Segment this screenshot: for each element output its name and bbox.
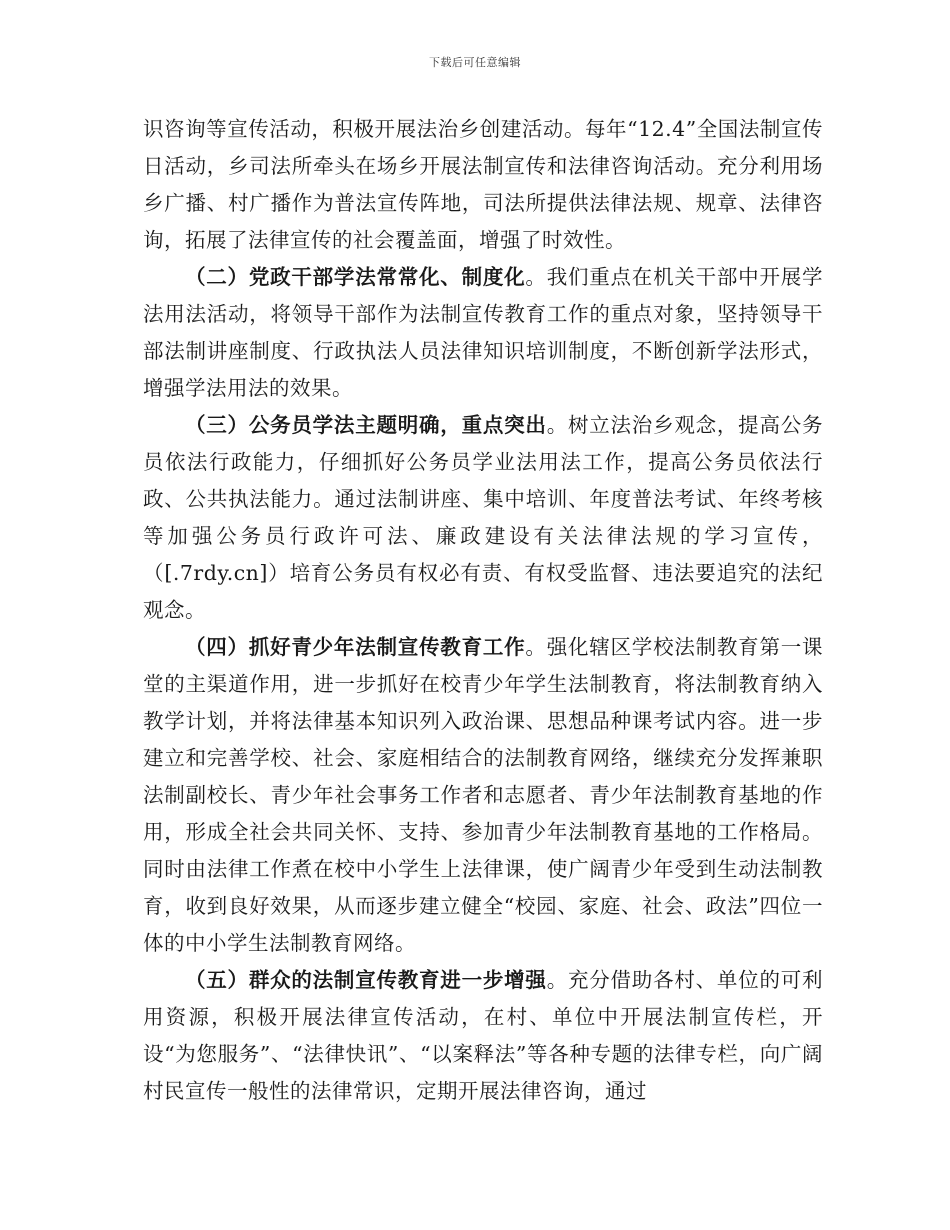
- paragraph-heading: （三）公务员学法主题明确，重点突出: [185, 413, 547, 437]
- paragraph-continuation: [143, 111, 823, 259]
- paragraph-cadre-study: [143, 259, 823, 407]
- paragraph-body: 。树立法治乡观念，提高公务员依法行政能力，仔细抓好公务员学业法用法工作，提高公务员依法行政、公共执法能力。通过法制讲座、集中培训、年度普法考试、年终考核等加强公务员行政许可法、廉政建设有关法律法规的学习宣传，（[.7rdy.cn]）培育公务员有权必有责、有权受监督、违法要追究的法纪观念。: [143, 413, 824, 622]
- page-header: 下载后可任意编辑: [429, 56, 521, 69]
- paragraph-heading: （五）群众的法制宣传教育进一步增强: [185, 968, 547, 992]
- paragraph-youth-education: [143, 629, 823, 962]
- paragraph-body: 。我们重点在机关干部中开展学法用法活动，将领导干部作为法制宣传教育工作的重点对象，坚持领导干部法制讲座制度、行政执法人员法律知识培训制度，不断创新学法形式，增强学法用法的效果。: [143, 265, 824, 400]
- paragraph-heading: （二）党政干部学法常常化、制度化: [185, 265, 526, 289]
- paragraph-body: 。强化辖区学校法制教育第一课堂的主渠道作用，进一步抓好在校青少年学生法制教育，将法制教育纳入教学计划，并将法律基本知识列入政治课、思想品种课考试内容。进一步建立和完善学校、社会、家庭相结合的法制教育网络，继续充分发挥兼职法制副校长、青少年社会事务工作者和志愿者、青少年法制教育基地的作用，形成全社会共同关怀、支持、参加青少年法制教育基地的工作格局。同时由法律工作煮在校中小学生上法律课，使广阔青少年受到生动法制教育，收到良好效果，从而逐步建立健全“校园、家庭、社会、政法”四位一体的中小学生法制教育网络。: [143, 635, 824, 955]
- paragraph-body: 。充分借助各村、单位的可利用资源，积极开展法律宣传活动，在村、单位中开展法制宣传栏，开设“为您服务”、“法律快讯”、“以案释法”等各种专题的法律专栏，向广阔村民宣传一般性的法律常识，定期开展法律咨询，通过: [143, 968, 824, 1103]
- paragraph-civil-servant-study: [143, 407, 823, 629]
- paragraph-body: 识咨询等宣传活动，积极开展法治乡创建活动。每年“12.4”全国法制宣传日活动，乡司法所牵头在场乡开展法制宣传和法律咨询活动。充分利用场乡广播、村广播作为普法宣传阵地，司法所提供法律法规、规章、法律咨询，拓展了法律宣传的社会覆盖面，增强了时效性。: [143, 117, 823, 252]
- paragraph-heading: （四）抓好青少年法制宣传教育工作: [185, 635, 526, 659]
- document-body: [143, 111, 823, 1110]
- paragraph-public-education: [143, 962, 823, 1110]
